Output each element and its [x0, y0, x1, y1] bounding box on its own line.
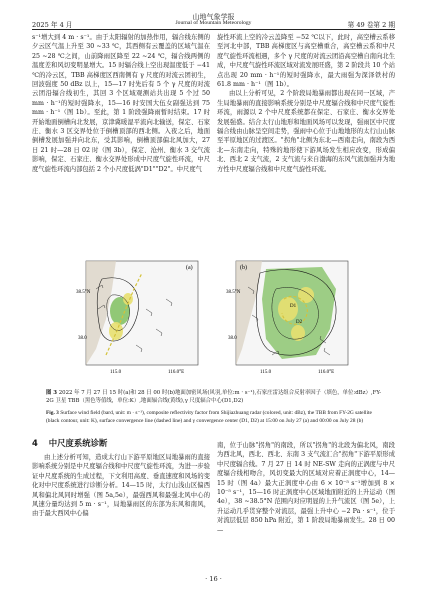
section-title: 中尺度系统诊断 — [48, 438, 108, 448]
caption-cn-label: 图 3 — [46, 390, 58, 396]
reflectivity-cell — [109, 322, 123, 340]
paragraph-left-bottom: 由上述分析可知，造成太行山下游平原地区局地暴雨的直接影响系统分别是中尺度辐合线和中尺度气旋性环流，为进一步验证中尺度系统的生成过程，下文利用高度、垂直速度和风场的变化对中尺度系统进行诊断分析。14—15 时，太行山浅山区偏西风和偏北风同时增强（图 5a,5e），最强西风和最强北风中心的风速分量均达到 5 m · s⁻¹，局地暴雨区的东部为东风和南风，由于最大西风中心偏 — [32, 454, 210, 518]
vortex-label-d1: D1 — [290, 304, 297, 309]
right-column-bottom — [217, 441, 395, 535]
x-tick-label: 115.0 — [260, 370, 272, 375]
header-rule — [32, 29, 395, 30]
left-column-bottom — [32, 453, 210, 519]
section-number: 4 — [32, 438, 38, 448]
journal-title-en: Journal of Mountain Meteorology — [175, 20, 252, 26]
left-column-top — [32, 33, 210, 174]
paragraph-right-top-2: 由以上分析可见，2 个阶段局地暴雨都出现在同一区域，产生局地暴雨的直接影响系统分别是中尺度辐合线和中尺度气旋性环流，雨源以 2 个中尺度系统都在保定、石家庄、衡水交界处发展强盛。结合太行山地形和地面风场可以发现，强雨区中尺度辐合线由山脉呈空间走势，强雨中心位于山地地形的太行山山脉至平原地区的过渡区。"拐角"北侧为东北—西南走向，南段为西北—东南走向，特殊的地形使下游风场发生相应改变，形成偏北、西北 2 支气流，2 支气流与来自渤海的东风气流加强并为地方性中尺度辐合线和中尺度气旋性环流。 — [217, 90, 395, 173]
issue-date: 2025 年 4 月 — [32, 21, 73, 29]
right-column-top — [217, 33, 395, 174]
y-tick-label: 38.5°N — [226, 290, 241, 295]
figure-panel-b — [226, 259, 350, 377]
volume-issue: 第 49 卷第 2 期 — [347, 21, 395, 29]
x-tick-label: 115.0 — [110, 370, 122, 375]
reflectivity-cell — [278, 297, 298, 321]
section-heading — [32, 437, 107, 449]
caption-cn-text: 2022 年 7 月 27 日 15 时(a)和 28 日 00 时(b)地面加密风场(风羽,单位:m · s⁻¹),石家庄雷达组合反射率因子（填色，单位:dBz）,FY-2G 卫星 TBB（黑色等值线，单位:K）,地面辐合线(黄线),γ 尺度辐合中心(D1,D2) — [46, 390, 382, 404]
y-tick-label: 38.5°N — [76, 290, 91, 295]
figure-caption-cn — [46, 389, 386, 405]
panel-label-a: (a) — [186, 265, 193, 271]
paragraph-left-top: s⁻¹增大到 4 m · s⁻¹。由于太阳辐射的加热作用，辐合线东侧的夕云区气温上升至 30 ~33 ℃，其西侧有云覆盖的区域气温在 25 ~28 ℃之间，山前降雨区降至 22 ~24 ℃，辐合线两侧的温度差和风切变明显增大。15 时辐合线上空出现温度低于 −41 ℃的冷云区，TBB 高梯度区西南侧有 γ 尺度的对流云团初生，回波强度 50 dBz 以上，15—17 时先后有 5 个 γ 尺度的对流云团沿辐合线初生，其回 3 个区域观测站共出现 5 个过 50 mm · h⁻¹的短时强降水，15—16 时安国大伍女副强达到 75 mm · h⁻¹（图 1b）。至此，第 1 阶段强降雨暂时结束。17 时开始地面倒槽向北发展，京津冀暖湿平流向北输送，保定、石家庄、衡水 3 区交界处位于倒槽顶部的西北侧。入夜之后，地面倒槽发展加强并向北东，受其影响，倒槽顶部偏北风加大，27 日 21 时—28 日 02 时（图 3b），保定、沧州、衡水 3 交气流影响，保定、石家庄、衡水交界处形成中尺度气旋性环流，中尺度气旋性环流内部包括 2 个小尺度低涡"D1""D2"。中尺度气 — [32, 34, 210, 173]
y-tick-label: 38.0 — [228, 336, 237, 341]
y-tick-label: 38.0 — [78, 336, 87, 341]
caption-en-label: Fig. 3 — [46, 410, 59, 416]
panel-label-b: (b) — [240, 265, 247, 271]
vortex-label-d2: D2 — [296, 320, 303, 325]
page-number: · 16 · — [205, 575, 222, 583]
paragraph-right-top-1: 旋性环流上空的冷云盖降至 −52 ℃以下，此时，高空槽云系移至河北中部，TBB 高梯度区与高空槽重合，高空槽云系和中尺度气旋性环流相遇，多个 γ 尺度的对流云团沿高空槽自南向北生成，中尺度气旋性环流区域对流发展旺盛，第 2 阶段共 10 个站点出现 20 mm · h⁻¹的短时强降水，最大雨强为深泽铁村的 61.8 mm · h⁻¹（图 1b）。 — [217, 34, 395, 89]
paragraph-right-bottom: 南，位于山脉"拐角"的南段，所以"拐角"的北段为偏北风，南段为西北风，西北、西北、东南 3 支气流汇合"拐角"下游平原形成中尺度辐合线。7 月 27 日 14 时 NE-SW 走向的正涡度与中尺度辐合线相吻合，风切变最大的区域对应着正涡度中心，14—15 时（图 4a）最大正涡度中心由 6 × 10⁻⁵ s⁻¹增加到 8 × 10⁻⁵ s⁻¹，15—16 时正涡度中心区域地面附近的上升运动（图 4e），38 ~38.5°N 范围内对应明显的上升气流区（图 5e），上升运动几乎贯穿整个对流层，最强上升中心 −2 Pa · s⁻¹，位于对流层低层 850 hPa 附近，第 1 阶段局地暴雨发生。28 日 00— — [217, 442, 395, 534]
figure-caption-en — [46, 409, 386, 425]
x-tick-label: 116.0°E — [168, 370, 185, 375]
journal-title-cn: 山地气象学报 — [192, 13, 235, 21]
running-header — [32, 12, 395, 28]
x-tick-label: 116.0°E — [318, 370, 335, 375]
reflectivity-cell — [291, 325, 305, 341]
figure-panel-a — [76, 259, 200, 377]
caption-en-text: Surface wind field (bard, unit: m · s⁻¹), composite reflectivity factor from Shijiazhuang radar (colored, unit: dBz), the TBB from FY-2G satellite (black contour, unit: K), surface convergence line (dashed line) and γ convergence center (D1, D2) at 15:00 on July 27 (a) and 00:00 on July 28 (b) — [46, 410, 372, 424]
